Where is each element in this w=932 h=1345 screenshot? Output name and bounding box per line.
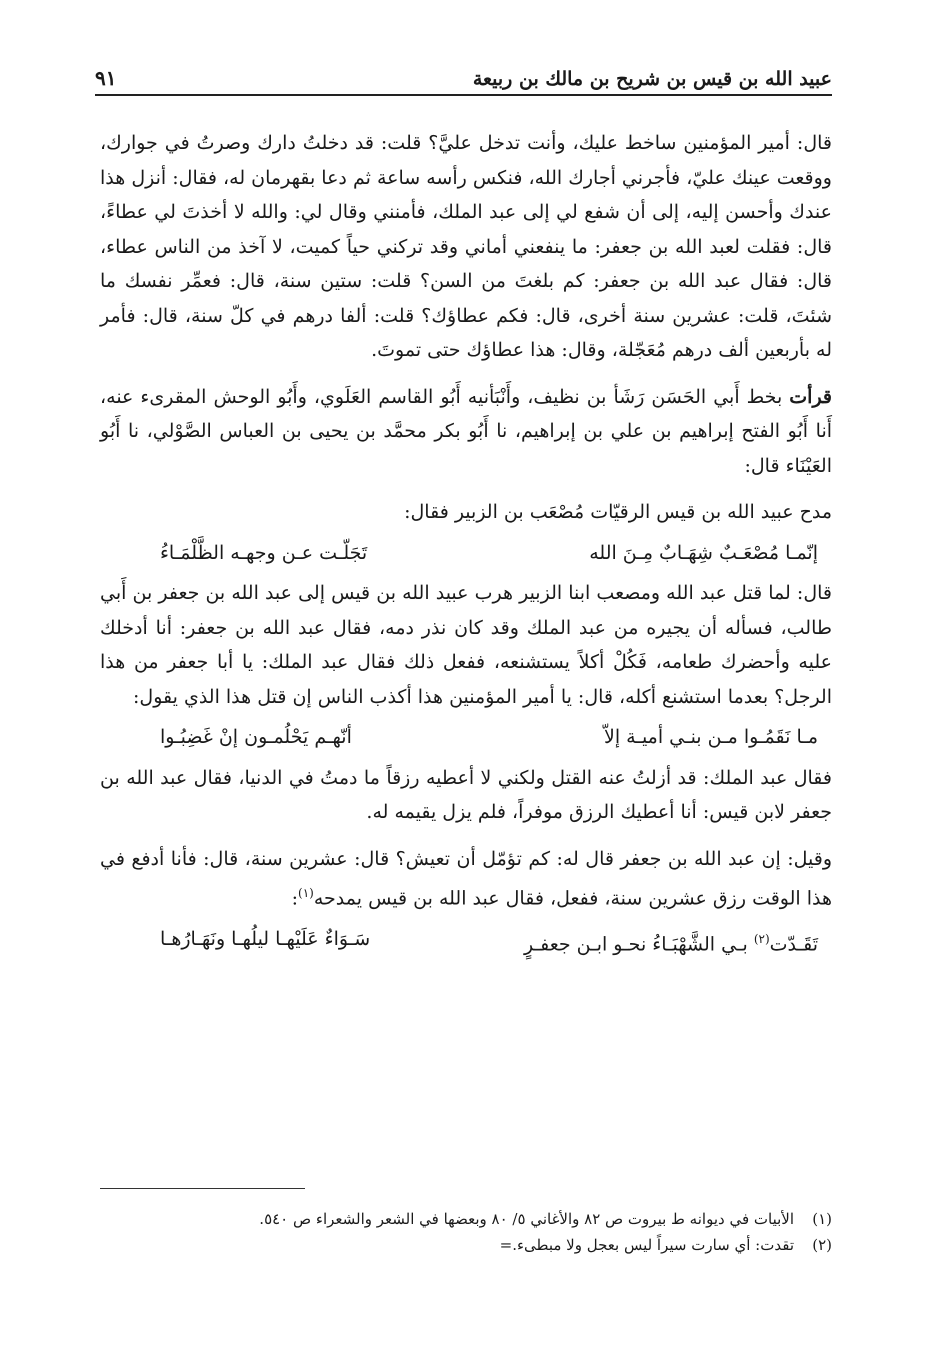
text-line: جعفر بن أَبي طالب، فسأله أن يجيره من عبد الملك وقد كان نذر دمه، فقال عبد الله بن xyxy=(100,582,833,639)
text-line: بخط أَبي الحَسَن رَشَأ بن نظيف، وأَنْبَأنيه أَبُو القاسم العَلَوي، وأَبُو الوحش xyxy=(213,385,790,408)
text-line: أخذتَ لي عطاءً، قال: فقلت لعبد الله بن جعفر: ما ينفعني أماني وقد تركني حياً كميت، لا xyxy=(100,201,833,258)
text-line: مدح عبيد الله بن قيس الرقيّات مُصْعَب بن الزبير فقال: xyxy=(404,501,832,523)
text-line: فقال: أنزل هذا عندك وأحسن إليه، إلى أن شفع لي إلى عبد الملك، فأمنني وقال لي: والله لا xyxy=(100,166,832,223)
text-line: في كلّ سنة، قال: فأمر له بأربعين ألف درهم مُعَجّلة، وقال: هذا عطاؤك حتى تموتَ. xyxy=(100,304,832,361)
footnotes xyxy=(100,1206,832,1258)
running-header xyxy=(95,58,832,96)
verse-first-hemistich: إنّمـا مُصْعَـبٌ شِهَـابٌ مِـنَ الله xyxy=(589,541,818,564)
verse-second-hemistich: سَـوَاءٌ عَلَيْهـا ليلُهـا ونَهَـارُهـا xyxy=(160,927,371,950)
verse-3 xyxy=(100,922,832,962)
verse-second-hemistich: أنّهـم يَحْلُمـون إنْ غَضِبُـوا xyxy=(160,726,352,748)
text-line: جعفر: أنا أدخلك عليه وأحضرك طعامه، فَكُلْ أكلاً يستشنعه، ففعل ذلك فقال عبد الملك: يا xyxy=(100,616,832,673)
text-line: فقال عبد الملك: قد أزلتُ عنه القتل ولكني لا أعطيه رزقاً ما دمتُ في الدنيا، فقال xyxy=(193,766,833,789)
text-line: جوارك، ووقعت عينك عليّ، فأجرني أجارك الله، فنكس رأسه ساعة ثم دعا بقهرمان له، xyxy=(100,132,832,189)
paragraph-4 xyxy=(100,576,832,714)
footnote-2 xyxy=(100,1232,832,1258)
main-text xyxy=(100,126,832,962)
paragraph-5 xyxy=(100,761,832,830)
paragraph-1 xyxy=(100,126,832,368)
footnote-ref[interactable]: (١) xyxy=(298,886,314,900)
text-line: عبد الله بن جعفر لابن قيس: أنا أعطيك الرزق موفراً، فلم يزل يقيمه له. xyxy=(100,766,832,823)
text-line: قال: فعمِّر نفسك ما شئتَ، قلت: عشرين سنة أخرى، قال: فكم عطاؤك؟ قلت: ألفا درهم xyxy=(100,270,832,327)
footnote-divider xyxy=(100,1188,305,1189)
text-line: الصَّوْلي، نا أَبُو العَيْنَاء قال: xyxy=(100,420,832,477)
verse-word: تَقَـدّت xyxy=(769,933,818,956)
lead-word: قرأت xyxy=(789,385,833,408)
text-line: هذا الذي يقول: xyxy=(132,685,252,708)
verse-second-hemistich: تَجَلّـت عـن وجهـه الظَّلْمَـاءُ xyxy=(160,541,368,564)
colon: : xyxy=(291,887,299,910)
footnote-number: (٢) xyxy=(812,1236,832,1254)
footnote-ref[interactable]: (٢) xyxy=(753,931,770,946)
text-line: أدفع في هذا الوقت رزق عشرين سنة، ففعل، فقال عبد الله بن قيس يمدحه xyxy=(100,847,832,910)
text-line: قال: لما قتل عبد الله ومصعب ابنا الزبير هرب عبيد الله بن قيس إلى عبد الله بن xyxy=(205,582,832,604)
verse-first-hemistich: مـا نَقَمُـوا مـن بنـي أميـة إلاّ xyxy=(604,726,818,748)
text-line: قال: أمير المؤمنين ساخط عليك، وأنت تدخل عليَّ؟ قلت: قد دخلتُ دارك وصرتُ في xyxy=(164,132,832,154)
verse-1 xyxy=(100,536,832,571)
paragraph-6 xyxy=(100,842,832,916)
text-line: وقيل: إن عبد الله بن جعفر قال له: كم تؤمّل أن تعيش؟ قال: عشرين سنة، قال: فأنا xyxy=(170,847,832,870)
footnote-text: الأبيات في ديوانه ط بيروت ص ٨٢ والأغاني ٥/ ٨٠ وبعضها في الشعر والشعراء ص ٥٤٠. xyxy=(259,1210,794,1228)
footnote-1 xyxy=(100,1206,832,1232)
footnote-text: تقدت: أي سارت سيراً ليس بعجل ولا مبطىء.= xyxy=(499,1236,794,1254)
text-line: آخذ من الناس عطاء، قال: فقال عبد الله بن جعفر: كم بلغتَ من السن؟ قلت: ستين سنة، xyxy=(100,235,832,292)
paragraph-3 xyxy=(100,495,832,530)
text-line: المقرىء عنه، أَنا أَبُو الفتح إبراهيم بن علي بن إبراهيم، نا أَبُو بكر محمَّد بن يحيى بن العباس xyxy=(100,385,833,442)
paragraph-2 xyxy=(100,380,832,484)
footnote-number: (١) xyxy=(812,1210,832,1228)
verse-2 xyxy=(100,720,832,755)
verse-text: بـي الشَّهْبَـاءُ نحـو ابـن جعفـرٍ xyxy=(524,933,754,956)
verse-first-hemistich xyxy=(524,922,818,962)
text-line: أبا جعفر من هذا الرجل؟ بعدما استشنع أكله، قال: يا أمير المؤمنين هذا أكذب الناس إن قتل xyxy=(100,651,832,708)
page-number: ٩١ xyxy=(95,66,117,90)
running-title: عبيد الله بن قيس بن شريح بن مالك بن ربيعة xyxy=(472,68,832,90)
